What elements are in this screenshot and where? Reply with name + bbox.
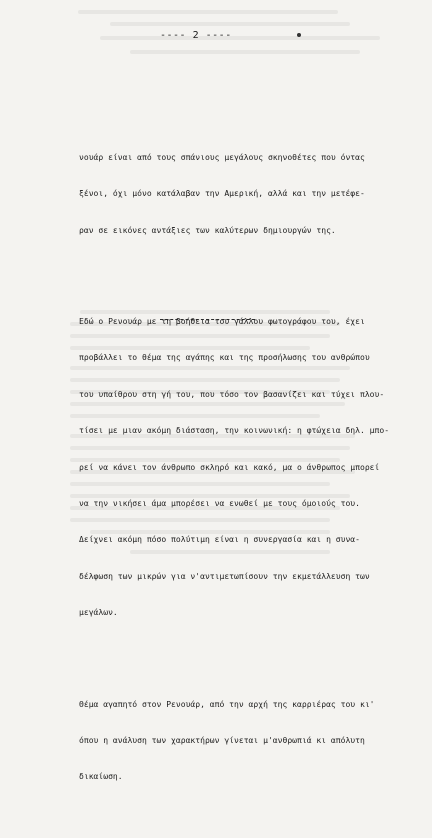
ink-dot-mark	[297, 33, 301, 37]
bleed-through-line	[78, 10, 338, 14]
text-line: ραν σε εικόνες αντάξιες των καλύτερων δημιουργών της.	[79, 225, 336, 235]
text-line: όπου η ανάλυση των χαρακτήρων γίνεται μ'ανθρωπιά κι απόλυτη	[79, 735, 365, 745]
text-line: νουάρ είναι από τους σπάνιους μεγάλους σκηνοθέτες που όντας	[79, 152, 365, 162]
text-line: Εδώ ο Ρενουάρ με τη βοήθεια του γάλλου φωτογράφου του, έχει	[79, 316, 365, 326]
bleed-through-line	[100, 36, 380, 40]
paragraph-2	[79, 291, 390, 644]
text-line: ρεί να κάνει τον άνθρωπο σκληρό και κακό, μα ο άνθρωπος μπορεί	[79, 462, 380, 472]
bleed-through-line	[110, 22, 350, 26]
text-line: του υπαίθρου στη γή του, που τόσο τον βασανίζει και τύχει πλου-	[79, 389, 385, 399]
paragraph-3	[79, 674, 384, 808]
text-line: τίσει με μιαν ακόμη διάσταση, την κοινωνική: η φτώχεια δηλ. μπο-	[79, 426, 390, 436]
text-line: να την νικήσει άμα μπορέσει να ενωθεί με τους όμοιούς του.	[79, 499, 360, 508]
text-line: Θέμα αγαπητό στον Ρενουάρ, από την αρχή της καρριέρας του κι'	[79, 699, 375, 709]
body-text	[79, 103, 390, 838]
text-line: ξένοι, όχι μόνο κατάλαβαν την Αμερική, αλλά και την μετέφε-	[79, 189, 365, 199]
text-line: δέλφωση των μικρών για ν'αντιμετωπίσουν την εκμετάλλευση των	[79, 571, 370, 581]
separator-line	[160, 319, 255, 320]
text-line: προβάλλει το θέμα της αγάπης και της προσήλωσης του ανθρώπου	[79, 353, 370, 363]
paragraph-1	[79, 127, 384, 261]
text-line: Δείχνει ακόμη πόσο πολύτιμη είναι η συνεργασία και η συνα-	[79, 535, 360, 545]
page-number: ---- 2 ----	[160, 30, 232, 41]
text-line: δικαίωση.	[79, 772, 123, 782]
text-line: μεγάλων.	[79, 608, 118, 618]
bleed-through-line	[130, 50, 360, 54]
